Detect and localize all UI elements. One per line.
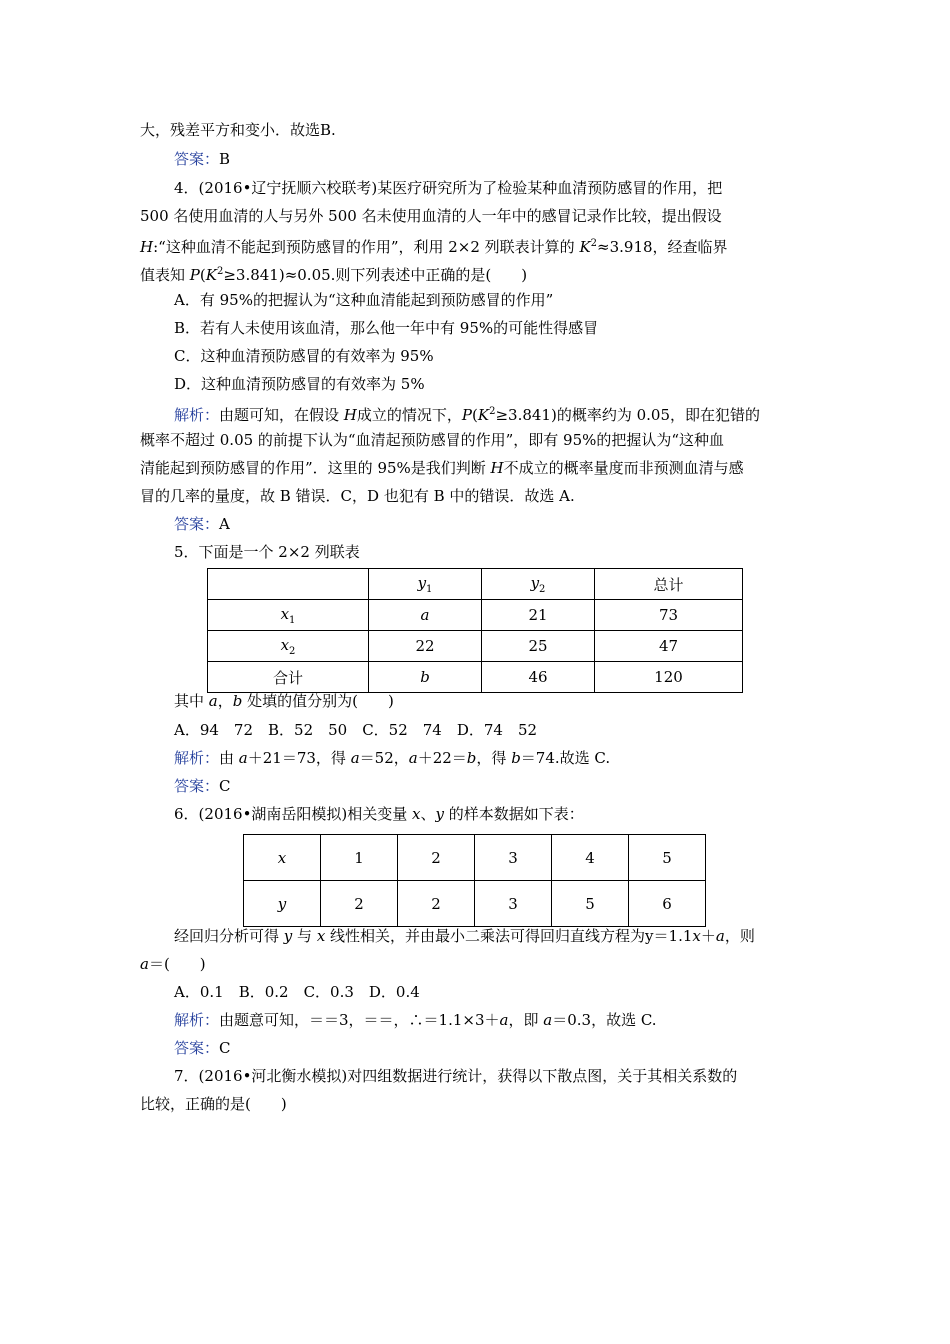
q6-question-line2: a＝( ) [140, 955, 206, 973]
table-cell: $y_2$ [482, 569, 595, 600]
q6-jiexi: 解析：由题意可知，＝＝3，＝＝，∴＝1.1×3＋a，即 a＝0.3，故选 C. [174, 1011, 657, 1029]
table-cell: 73 [595, 600, 743, 631]
table-cell: 2 [321, 881, 398, 927]
q4-option-b: B．若有人未使用该血清，那么他一年中有 95%的可能性得感冒 [174, 319, 599, 337]
q5-question: 其中 a，b 处填的值分别为( ) [174, 692, 394, 710]
table-row [208, 662, 743, 693]
table-cell: y [244, 881, 321, 927]
answer-value: B [219, 150, 231, 168]
q7-stem-line2: 比较，正确的是( ) [140, 1095, 287, 1113]
q4-stem-line4: 值表知 $P(K^2\ge 3.841)\approx 0.05$.则下列表述中正确的是( ) [140, 266, 528, 284]
table-cell: $x_2$ [208, 631, 369, 662]
q6-options: A．0.1 B．0.2 C．0.3 D．0.4 [174, 983, 420, 1001]
table-cell: a [369, 600, 482, 631]
table-cell: 3 [475, 835, 552, 881]
q4-jiexi-line4: 冒的几率的量度，故 B 错误．C，D 也犯有 B 中的错误．故选 A. [140, 487, 575, 505]
table-row [208, 600, 743, 631]
table-cell: 5 [629, 835, 706, 881]
table-cell: 22 [369, 631, 482, 662]
table-row [244, 835, 706, 881]
table-cell: 47 [595, 631, 743, 662]
table-cell: 合计 [208, 662, 369, 693]
q6-stem: 6．(2016•湖南岳阳模拟)相关变量 x、y 的样本数据如下表： [174, 805, 584, 823]
q3-tail-line: 大，残差平方和变小．故选B. [140, 121, 336, 139]
table-cell: 2 [398, 881, 475, 927]
q6-question-line1: 经回归分析可得 y 与 x 线性相关，并由最小二乘法可得回归直线方程为y＝1.1x＋a，则 [174, 927, 755, 945]
table-cell: 120 [595, 662, 743, 693]
q4-answer: 答案：A [174, 515, 230, 533]
table-cell: b [369, 662, 482, 693]
q5-jiexi: 解析：由 a＋21＝73，得 a＝52，a＋22＝b，得 b＝74.故选 C. [174, 749, 611, 767]
table-cell: $x_1$ [208, 600, 369, 631]
table-row [208, 569, 743, 600]
table-cell: 5 [552, 881, 629, 927]
table-cell: 2 [398, 835, 475, 881]
q5-answer: 答案：C [174, 777, 231, 795]
table-cell: 6 [629, 881, 706, 927]
table-cell: 总计 [595, 569, 743, 600]
sample-data-table [243, 834, 706, 927]
q5-stem: 5．下面是一个 2×2 列联表 [174, 543, 360, 561]
table-cell: 4 [552, 835, 629, 881]
table-cell: x [244, 835, 321, 881]
table-cell: 1 [321, 835, 398, 881]
q7-stem-line1: 7．(2016•河北衡水模拟)对四组数据进行统计，获得以下散点图，关于其相关系数的 [174, 1067, 738, 1085]
q3-answer [174, 148, 230, 170]
q4-jiexi-line2: 概率不超过 0.05 的前提下认为“血清起预防感冒的作用”，即有 95%的把握认为“这种血 [140, 431, 725, 449]
answer-label: 答案： [174, 150, 220, 168]
table-cell: 21 [482, 600, 595, 631]
table-cell [208, 569, 369, 600]
q4-option-d: D．这种血清预防感冒的有效率为 5% [174, 375, 425, 393]
q4-stem-line1: 4．(2016•辽宁抚顺六校联考)某医疗研究所为了检验某种血清预防感冒的作用，把 [174, 179, 723, 197]
q5-options: A．94 72 B．52 50 C．52 74 D．74 52 [174, 721, 538, 739]
contingency-table [207, 568, 743, 693]
q4-stem-line2: 500 名使用血清的人与另外 500 名未使用血清的人一年中的感冒记录作比较，提出假设 [140, 207, 722, 225]
table-cell: 3 [475, 881, 552, 927]
table-cell: $y_1$ [369, 569, 482, 600]
table-row [208, 631, 743, 662]
q4-jiexi-line3: 清能起到预防感冒的作用”．这里的 95%是我们判断 H不成立的概率量度而非预测血清与感 [140, 459, 744, 477]
q4-jiexi-line1: 解析：由题可知，在假设 H成立的情况下，$P(K^2\ge 3.841)$的概率约为 0.05，即在犯错的 [174, 406, 760, 424]
q6-answer: 答案：C [174, 1039, 231, 1057]
q4-option-c: C．这种血清预防感冒的有效率为 95% [174, 347, 434, 365]
q4-stem-line3: H:“这种血清不能起到预防感冒的作用”，利用 2×2 列联表计算的 $K^2\approx 3.918$，经查临界 [140, 238, 728, 256]
table-cell: 25 [482, 631, 595, 662]
q4-option-a: A．有 95%的把握认为“这种血清能起到预防感冒的作用” [174, 291, 554, 309]
table-cell: 46 [482, 662, 595, 693]
table-row [244, 881, 706, 927]
